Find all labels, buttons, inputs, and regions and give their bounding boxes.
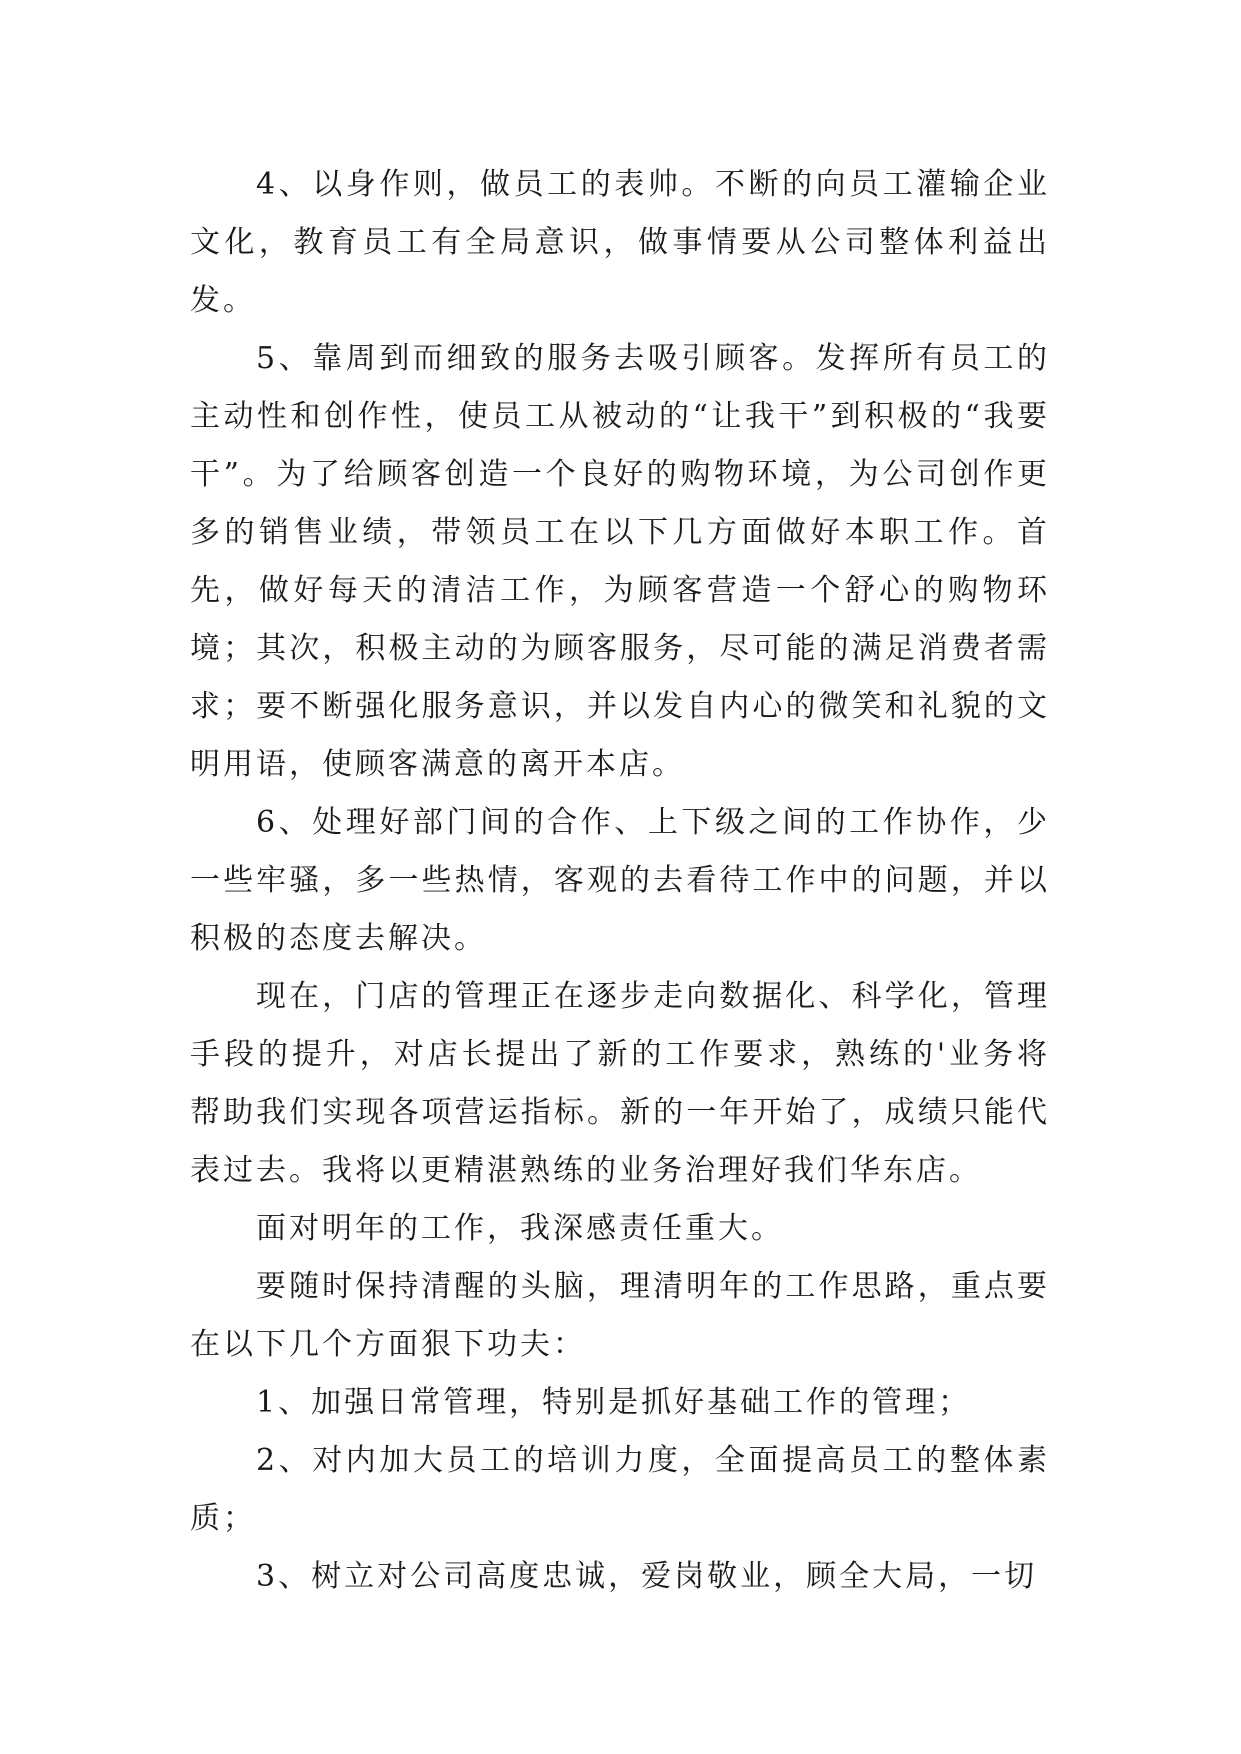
paragraph-responsibility: 面对明年的工作，我深感责任重大。 [256, 1211, 784, 1246]
paragraph-focus-1: 1、加强日常管理，特别是抓好基础工作的管理； [256, 1385, 972, 1420]
document-body [190, 156, 1050, 1606]
paragraph-item-6: 6、处理好部门间的合作、上下级之间的工作协作，少一些牢骚，多一些热情，客观的去看待工作中的问题，并以积极的态度去解决。 [190, 805, 1050, 956]
paragraph-item-5: 5、靠周到而细致的服务去吸引顾客。发挥所有员工的主动性和创作性，使员工从被动的“让我干”到积极的“我要干”。为了给顾客创造一个良好的购物环境，为公司创作更多的销售业绩，带领员工在以下几方面做好本职工作。首先，做好每天的清洁工作，为顾客营造一个舒心的购物环境；其次，积极主动的为顾客服务，尽可能的满足消费者需求；要不断强化服务意识，并以发自内心的微笑和礼貌的文明用语，使顾客满意的离开本店。 [190, 341, 1050, 782]
paragraph-work-focus: 要随时保持清醒的头脑，理清明年的工作思路，重点要在以下几个方面狠下功夫： [190, 1269, 1050, 1362]
paragraph-focus-3: 3、树立对公司高度忠诚，爱岗敬业，顾全大局，一切 [256, 1559, 1038, 1594]
paragraph-item-4: 4、以身作则，做员工的表帅。不断的向员工灌输企业文化，教育员工有全局意识，做事情要从公司整体利益出发。 [190, 167, 1050, 318]
paragraph-focus-2: 2、对内加大员工的培训力度，全面提高员工的整体素质； [190, 1443, 1050, 1536]
paragraph-store-management: 现在，门店的管理正在逐步走向数据化、科学化，管理手段的提升，对店长提出了新的工作要求，熟练的'业务将帮助我们实现各项营运指标。新的一年开始了，成绩只能代表过去。我将以更精湛熟练的业务治理好我们华东店。 [190, 979, 1050, 1188]
